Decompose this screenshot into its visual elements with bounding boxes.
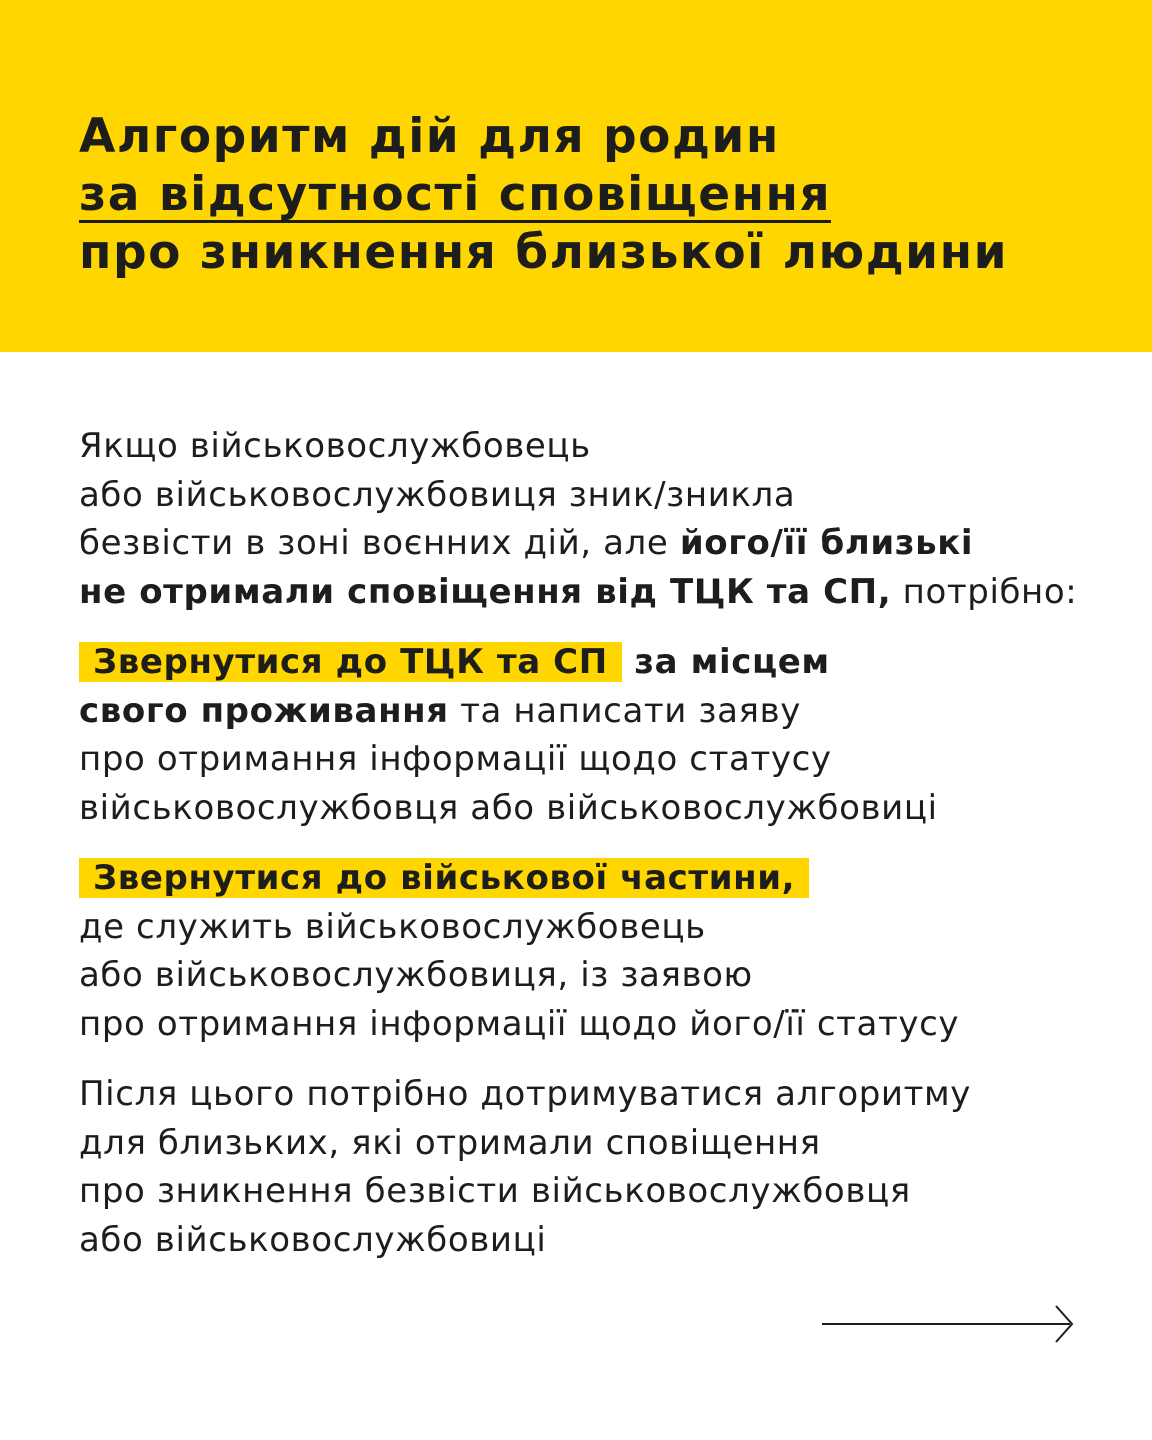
title-line-1: Алгоритм дій для родин <box>79 109 780 164</box>
intro-line-1: Якщо військовослужбовець <box>79 426 591 466</box>
intro-line-3: безвісти в зоні воєнних дій, але його/її близькі <box>79 523 974 563</box>
arrow-right-icon[interactable] <box>822 1304 1074 1344</box>
page-title <box>79 108 1008 282</box>
intro-line-4: не отримали сповіщення від ТЦК та СП, потрібно: <box>79 571 1078 612</box>
title-line-2-underlined: за відсутності сповіщення <box>79 167 832 222</box>
outro-paragraph <box>79 1070 1099 1264</box>
step-1-paragraph <box>79 638 1099 832</box>
outro-line-1: Після цього потрібно дотримуватися алгоритму <box>79 1074 972 1114</box>
header-banner <box>0 0 1152 352</box>
main-content <box>79 422 1099 1286</box>
step-2-line-3: або військовослужбовиця, із заявою <box>79 955 753 995</box>
step-1-line-1: Звернутися до ТЦК та СП за місцем <box>79 638 1099 687</box>
step-2-line-2: де служить військовослужбовець <box>79 906 706 947</box>
outro-line-2: для близьких, які отримали сповіщення <box>79 1122 821 1163</box>
step-2-line-4: про отримання інформації щодо його/її статусу <box>79 1003 960 1044</box>
step-1-line-3: про отримання інформації щодо статусу <box>79 739 832 779</box>
intro-no-notice-bold: не отримали сповіщення від ТЦК та СП, <box>79 571 892 612</box>
outro-line-4: або військовослужбовиці <box>79 1219 547 1260</box>
step-1-highlight: Звернутися до ТЦК та СП <box>79 642 622 682</box>
step-1-line-2: свого проживання та написати заяву <box>79 690 801 731</box>
intro-paragraph <box>79 422 1099 616</box>
title-line-3: про зникнення близької людини <box>79 225 1008 280</box>
step-2-line-1 <box>79 854 1099 903</box>
step-2-highlight: Звернутися до військової частини, <box>79 858 809 898</box>
step-2-paragraph <box>79 854 1099 1048</box>
intro-relatives-bold: його/її близькі <box>679 523 974 563</box>
step-1-line-4: військовослужбовця або військовослужбовиці <box>79 787 938 828</box>
step-1-residence-bold: свого проживання <box>79 690 449 731</box>
outro-line-3: про зникнення безвісти військовослужбовця <box>79 1171 911 1211</box>
intro-line-2: або військовослужбовиця зник/зникла <box>79 474 796 515</box>
